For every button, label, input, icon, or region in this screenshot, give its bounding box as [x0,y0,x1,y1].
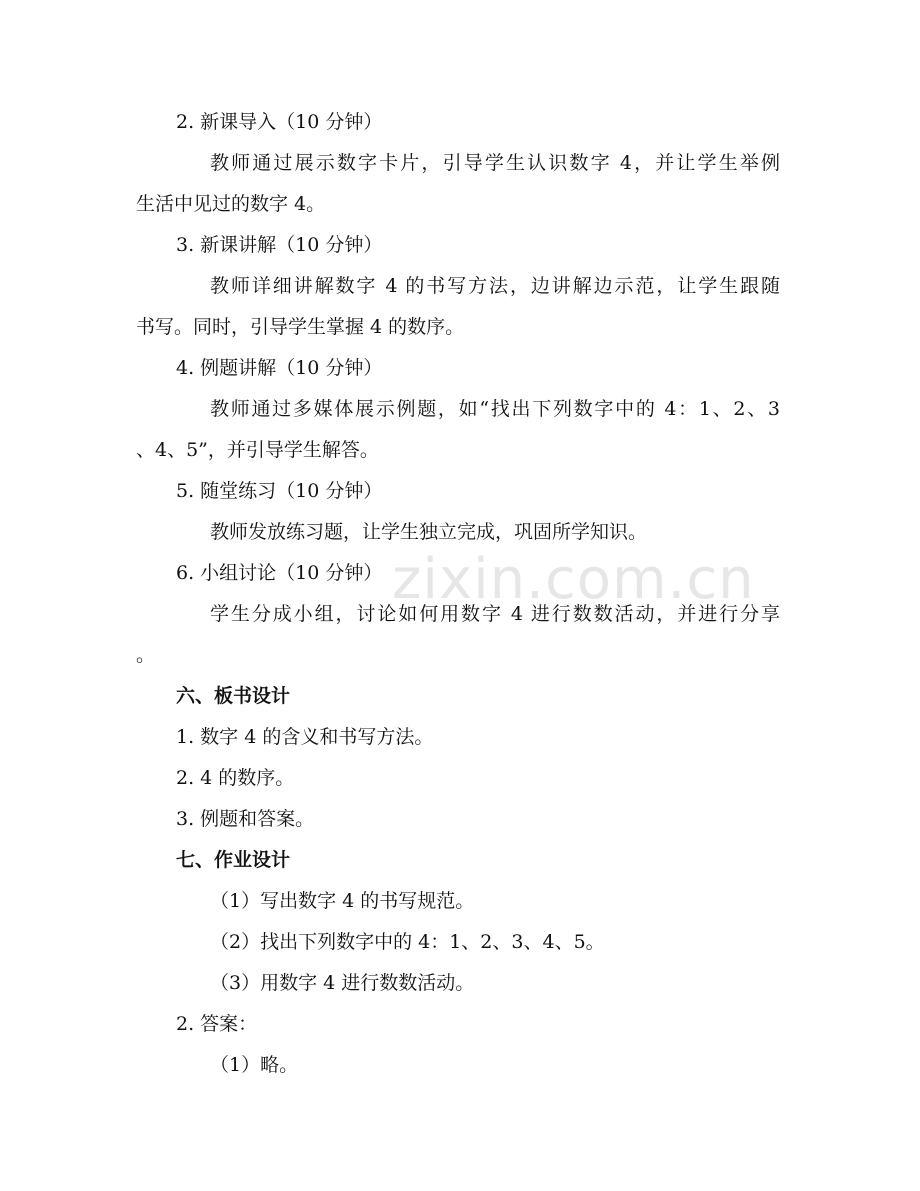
step-3-body-line-2: 书写。同时，引导学生掌握 4 的数序。 [136,316,465,338]
homework-task-3: （3）用数字 4 进行数数活动。 [210,972,475,994]
answer-heading: 2. 答案： [176,1013,258,1035]
step-5-heading: 5. 随堂练习（10 分钟） [176,480,383,502]
board-design-item-3: 3. 例题和答案。 [176,808,315,830]
step-3-body-line-1: 教师详细讲解数字 4 的书写方法，边讲解边示范，让学生跟随 [210,275,780,297]
answer-item-1: （1）略。 [210,1054,299,1076]
homework-title: 七、作业设计 [176,849,291,871]
watermark-text: zixin.com.cn [392,547,755,612]
board-design-title: 六、板书设计 [176,685,291,707]
step-6-body-line-2: 。 [136,644,156,666]
step-2-body-line-1: 教师通过展示数字卡片，引导学生认识数字 4，并让学生举例 [210,152,780,174]
step-6-body-line-1: 学生分成小组，讨论如何用数字 4 进行数数活动，并进行分享 [210,603,780,625]
step-2-body-line-2: 生活中见过的数字 4。 [136,193,326,215]
step-6-heading: 6. 小组讨论（10 分钟） [176,562,383,584]
step-3-heading: 3. 新课讲解（10 分钟） [176,234,383,256]
step-4-heading: 4. 例题讲解（10 分钟） [176,357,383,379]
step-2-heading: 2. 新课导入（10 分钟） [176,111,383,133]
step-4-body-line-2: 、4、5”，并引导学生解答。 [136,439,379,461]
step-4-body-line-1: 教师通过多媒体展示例题，如“找出下列数字中的 4：1、2、3 [210,398,780,420]
step-5-body-line-1: 教师发放练习题，让学生独立完成，巩固所学知识。 [210,521,648,543]
homework-task-2: （2）找出下列数字中的 4：1、2、3、4、5。 [210,931,605,953]
homework-task-1: （1）写出数字 4 的书写规范。 [210,890,475,912]
board-design-item-1: 1. 数字 4 的含义和书写方法。 [176,726,434,748]
board-design-item-2: 2. 4 的数序。 [176,767,295,789]
